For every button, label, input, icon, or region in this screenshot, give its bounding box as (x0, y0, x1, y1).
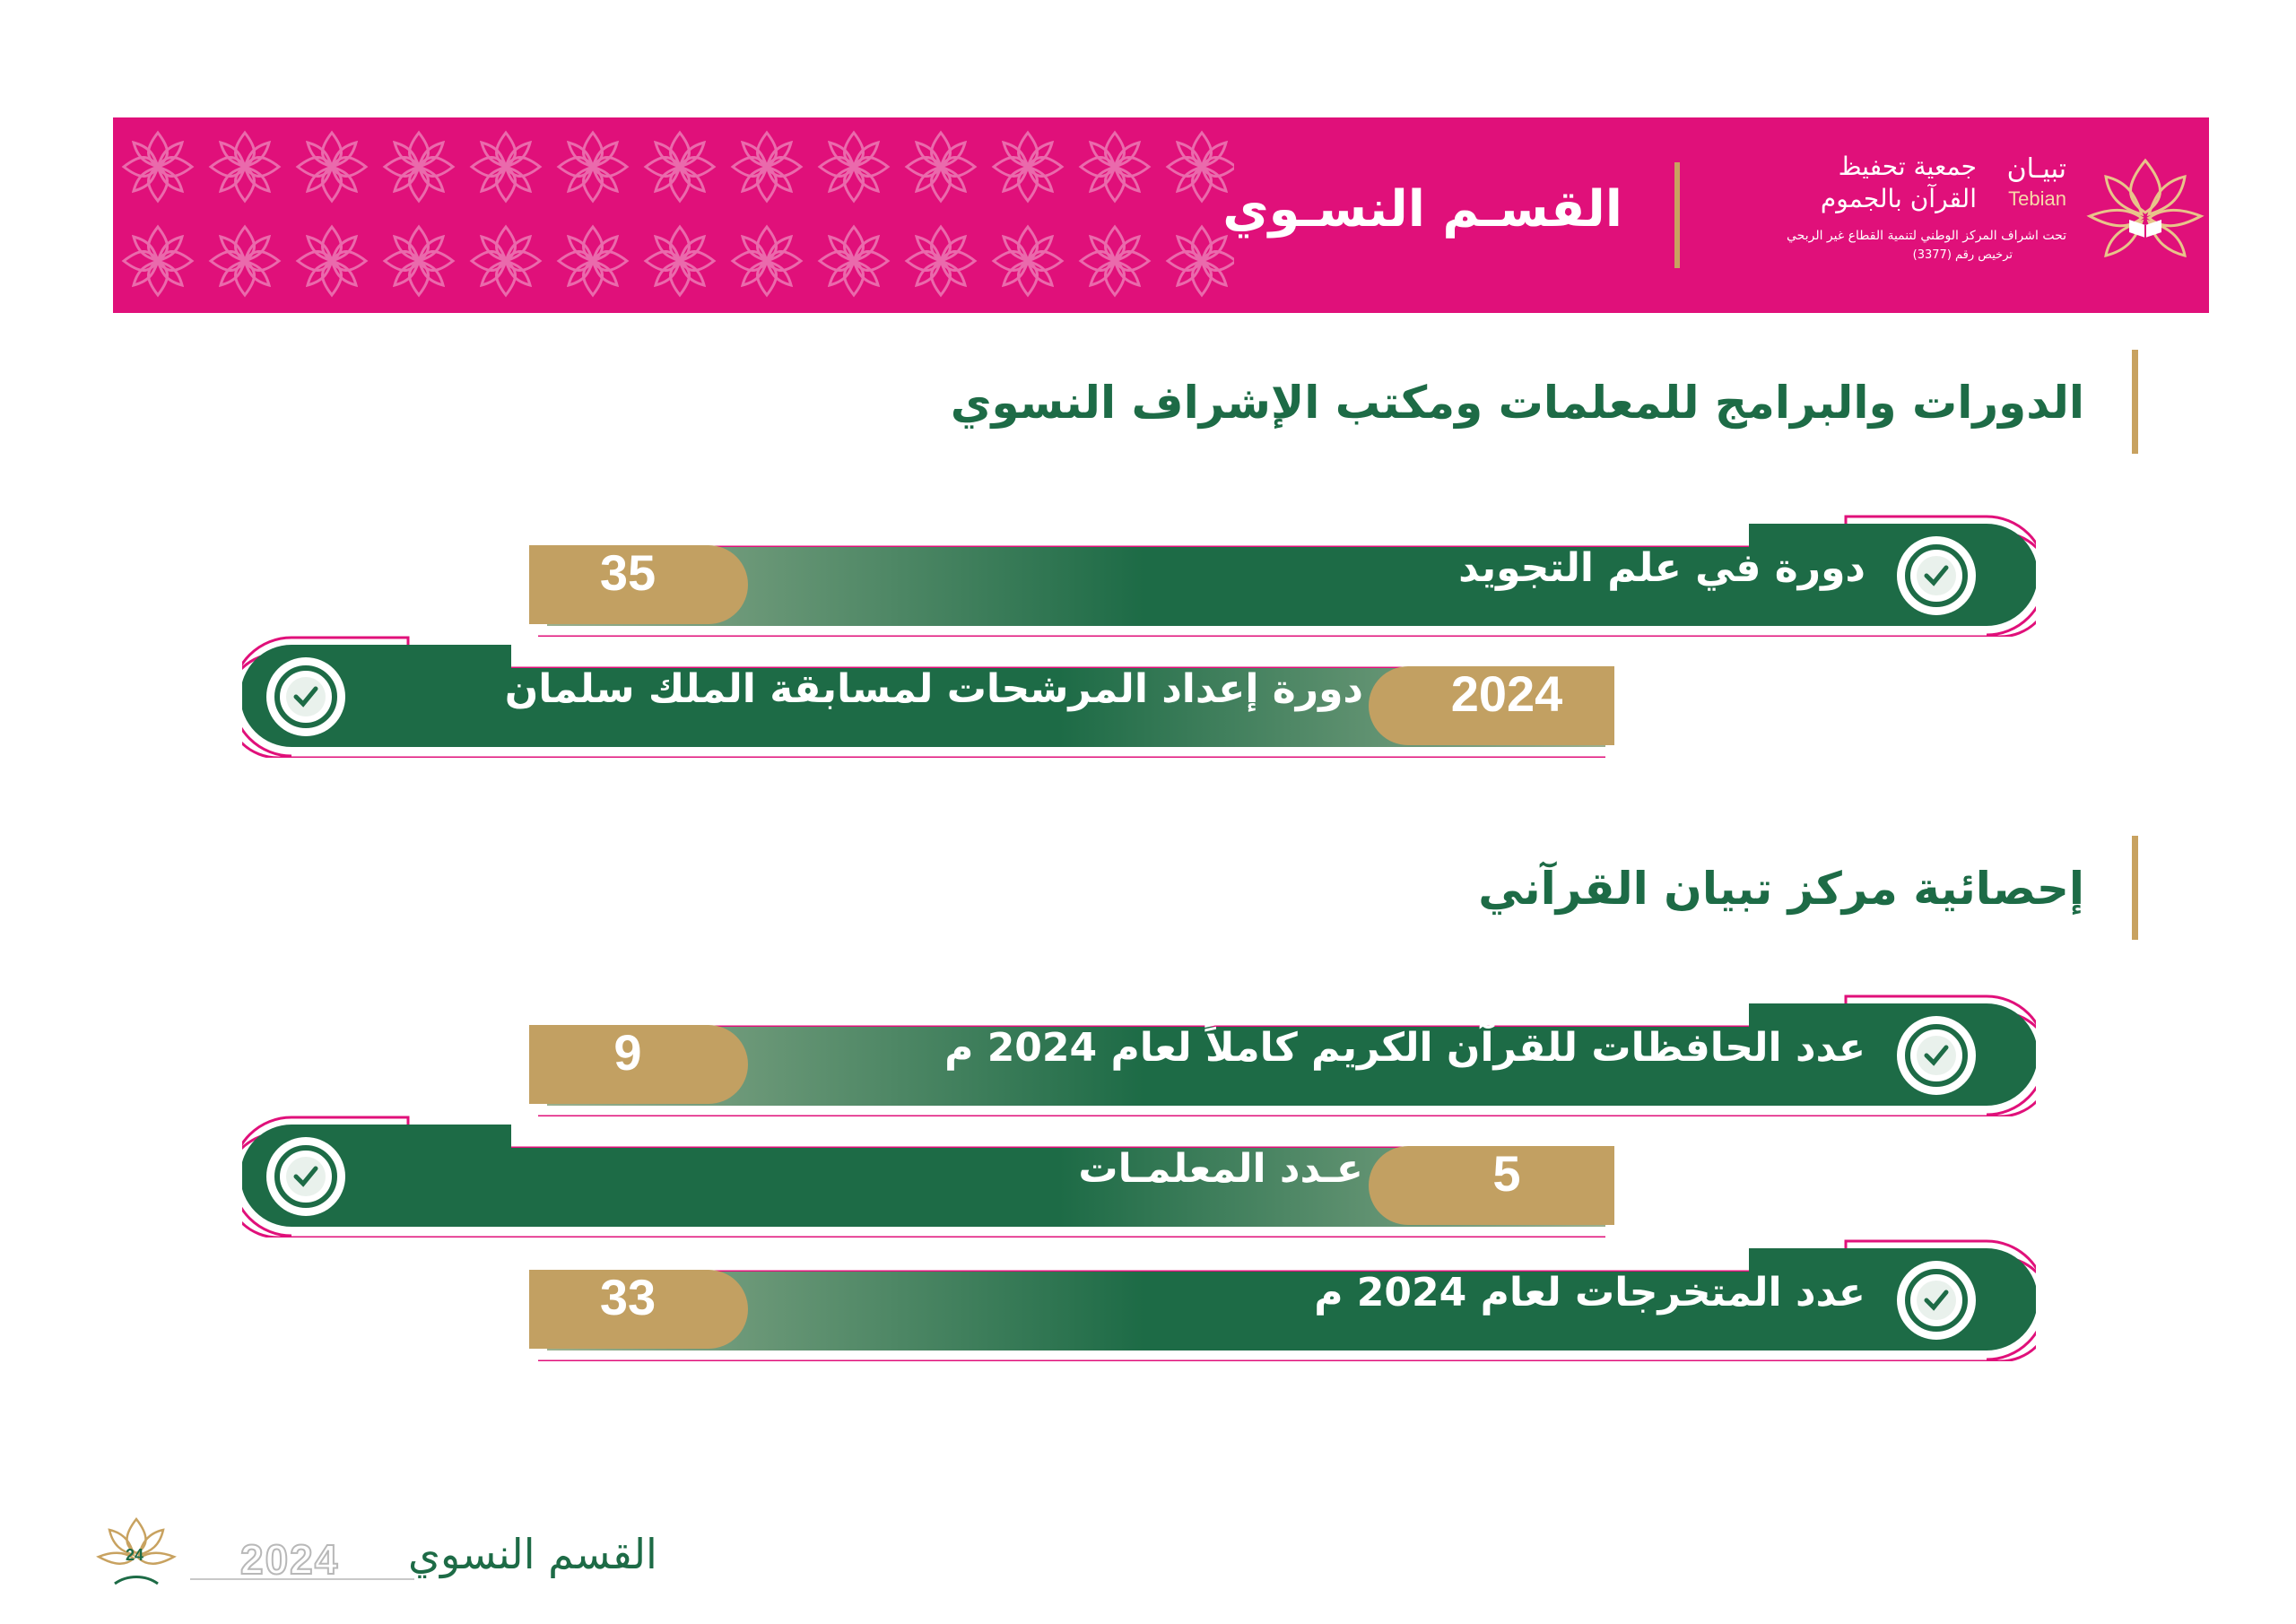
section-1-title: الدورات والبرامج للمعلمات ومكتب الإشراف النسوي (950, 377, 2084, 429)
page-number: 24 (126, 1546, 144, 1564)
section-2-accent-bar (2132, 836, 2138, 940)
footer-calligraphy-title: القسم النسوي (408, 1530, 657, 1578)
stat-value: 35 (599, 544, 657, 601)
stat-label: عدد المتخرجات لعام 2024 م (1314, 1270, 1866, 1316)
stat-label: عدد الحافظات للقرآن الكريم كاملاً لعام 2024 م (944, 1025, 1866, 1071)
organization-block (1690, 153, 2066, 279)
stat-value: 2024 (1450, 665, 1563, 722)
stat-row (529, 511, 2036, 637)
stat-value: 9 (613, 1024, 642, 1081)
footer-year: 2024 (240, 1536, 340, 1583)
stat-row (242, 1112, 1749, 1238)
banner-divider (1674, 162, 1680, 268)
stat-value: 5 (1492, 1145, 1521, 1202)
association-name-line1: جمعية تحفيظ (1838, 152, 1977, 181)
stat-label: عـدد المعلمـات (1078, 1146, 1363, 1192)
stat-row (529, 991, 2036, 1116)
section-2-title: إحصائية مركز تبيان القرآني (1478, 863, 2084, 915)
supervision-text: تحت اشراف المركز الوطني لتنمية القطاع غير الربحي (1787, 229, 2066, 243)
banner-section-title: القسـم النسـوي (1222, 180, 1622, 239)
stat-row (242, 632, 1749, 758)
section-1-accent-bar (2132, 350, 2138, 454)
stat-value: 33 (599, 1269, 657, 1325)
floral-pattern-decoration (113, 117, 1234, 313)
header-banner (113, 117, 2209, 313)
stat-row (529, 1236, 2036, 1361)
lotus-book-logo (2083, 153, 2208, 279)
stat-label: دورة إعداد المرشحات لمسابقة الملك سلمان (504, 666, 1363, 712)
association-name-line2: القرآن بالجموم (1820, 184, 1977, 213)
brand-name-arabic: تبيـان (2006, 153, 2066, 185)
brand-name-english: Tebian (2008, 187, 2066, 210)
license-text: ترخيص رقم (3377) (1912, 248, 2013, 262)
stat-label: دورة في علم التجويد (1458, 545, 1866, 591)
